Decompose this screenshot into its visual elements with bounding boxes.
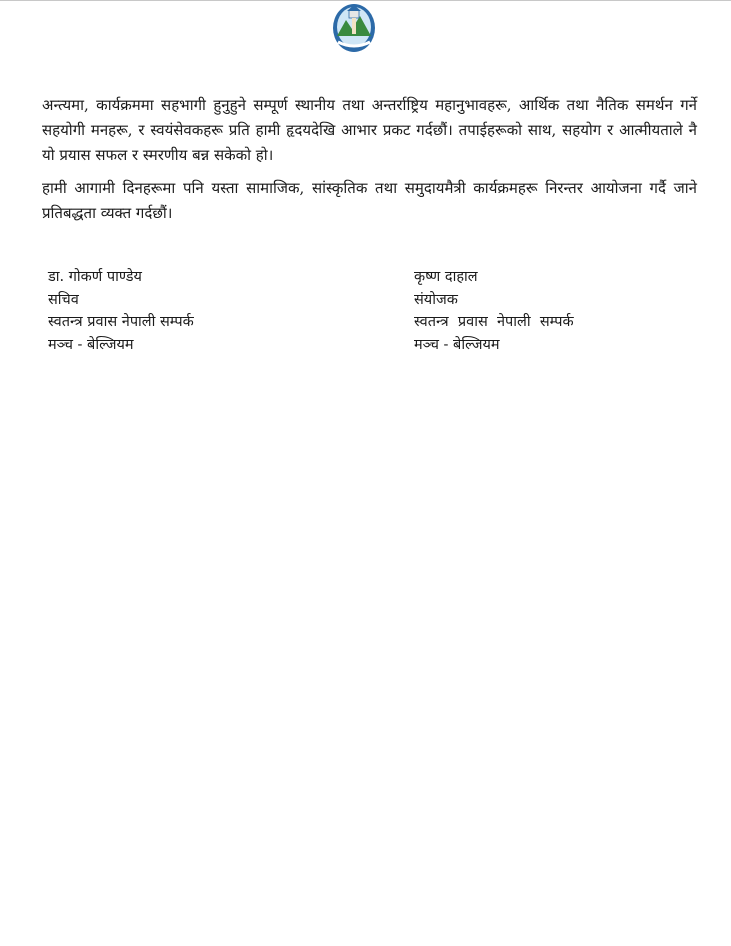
closing-paragraph-commitment: हामी आगामी दिनहरूमा पनि यस्ता सामाजिक, सांस्कृतिक तथा समुदायमैत्री कार्यक्रमहरू निरन्तर आयोजना गर्दै जाने प्रतिबद्धता व्यक्त गर्दछौं। xyxy=(42,179,697,222)
signatory-name: कृष्ण दाहाल xyxy=(414,269,478,285)
signatory-role: सचिव xyxy=(48,291,79,308)
signature-section xyxy=(48,266,688,366)
page-top-border xyxy=(0,0,731,1)
closing-paragraph-gratitude: अन्त्यमा, कार्यक्रममा सहभागी हुनुहुने सम्पूर्ण स्थानीय तथा अन्तर्राष्ट्रिय महानुभावहरू, आर्थिक तथा नैतिक समर्थन गर्ने सहयोगी मनहरू, र स्वयंसेवकहरू प्रति हामी हृदयदेखि आभार प्रकट गर्दछौं। तपाईहरूको साथ, सहयोग र आत्मीयताले नै यो प्रयास सफल र स्मरणीय बन्न सकेको हो। xyxy=(42,96,697,164)
signatory-coordinator xyxy=(414,266,574,356)
signatory-name: डा. गोकर्ण पाण्डेय xyxy=(48,269,142,285)
signatory-secretary xyxy=(48,266,194,356)
organization-seal-icon xyxy=(330,2,378,54)
signatory-org-line2: मञ्च - बेल्जियम xyxy=(414,336,500,353)
signatory-org-line1: स्वतन्त्र प्रवास नेपाली सम्पर्क xyxy=(414,314,574,330)
letter-body xyxy=(42,93,697,234)
signatory-org-line1: स्वतन्त्र प्रवास नेपाली सम्पर्क xyxy=(48,314,194,330)
signatory-role: संयोजक xyxy=(414,291,458,308)
signatory-org-line2: मञ्च - बेल्जियम xyxy=(48,336,134,353)
